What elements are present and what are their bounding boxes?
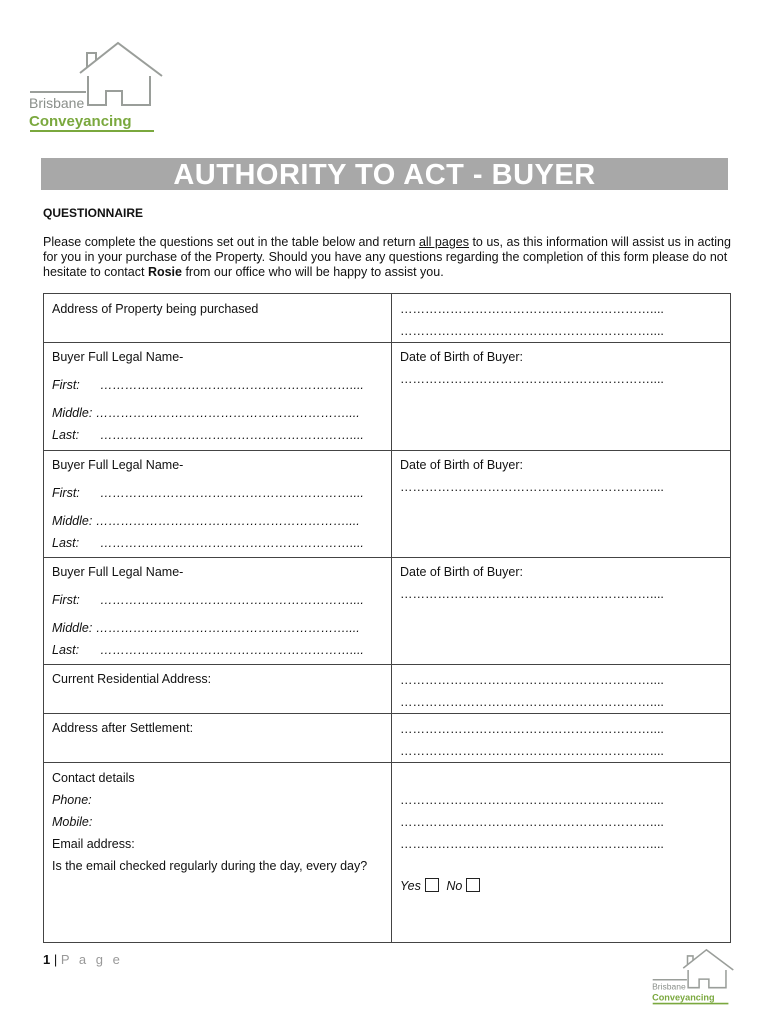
buyer-2-last-field[interactable]: Last: …………………………………………………….... bbox=[52, 536, 364, 550]
footer-brand-line-1: Brisbane bbox=[652, 981, 686, 992]
buyer-1-middle-field[interactable]: Middle: …………………………………………………….... bbox=[52, 406, 360, 420]
buyer-2-label: Buyer Full Legal Name- bbox=[52, 458, 184, 472]
settlement-address-line-1[interactable]: …………………………………………………….... bbox=[400, 722, 664, 736]
email-field[interactable]: …………………………………………………….... bbox=[400, 837, 664, 851]
property-address-label: Address of Property being purchased bbox=[52, 302, 259, 316]
page-footer bbox=[43, 952, 123, 967]
residential-address-line-1[interactable]: …………………………………………………….... bbox=[400, 673, 664, 687]
page-title-banner: AUTHORITY TO ACT - BUYER bbox=[41, 158, 728, 190]
buyer-1-label: Buyer Full Legal Name- bbox=[52, 350, 184, 364]
no-label: No bbox=[446, 879, 463, 893]
row-buyer-3 bbox=[44, 558, 731, 665]
buyer-2-dob-field[interactable]: …………………………………………………….... bbox=[400, 480, 664, 494]
phone-label: Phone: bbox=[52, 793, 92, 807]
buyer-3-dob-label: Date of Birth of Buyer: bbox=[400, 565, 523, 579]
buyer-1-last-field[interactable]: Last: …………………………………………………….... bbox=[52, 428, 364, 442]
buyer-2-dob-label: Date of Birth of Buyer: bbox=[400, 458, 523, 472]
buyer-2-middle-field[interactable]: Middle: …………………………………………………….... bbox=[52, 514, 360, 528]
buyer-3-label: Buyer Full Legal Name- bbox=[52, 565, 184, 579]
section-heading: QUESTIONNAIRE bbox=[43, 206, 144, 220]
settlement-address-label: Address after Settlement: bbox=[52, 721, 194, 735]
contact-person: Rosie bbox=[147, 265, 182, 279]
residential-address-line-2[interactable]: …………………………………………………….... bbox=[400, 695, 664, 709]
yes-label: Yes bbox=[400, 879, 421, 893]
buyer-3-dob-field[interactable]: …………………………………………………….... bbox=[400, 587, 664, 601]
buyer-3-first-field[interactable]: First: …………………………………………………….... bbox=[52, 593, 364, 607]
buyer-2-first-field[interactable]: First: …………………………………………………….... bbox=[52, 486, 364, 500]
row-buyer-2 bbox=[44, 451, 731, 558]
settlement-address-line-2[interactable]: …………………………………………………….... bbox=[400, 744, 664, 758]
residential-address-label: Current Residential Address: bbox=[52, 672, 212, 686]
buyer-3-middle-field[interactable]: Middle: …………………………………………………….... bbox=[52, 621, 360, 635]
row-buyer-1 bbox=[44, 343, 731, 451]
property-address-line-2[interactable]: …………………………………………………….... bbox=[400, 324, 664, 338]
email-label: Email address: bbox=[52, 837, 135, 851]
email-checked-options bbox=[400, 875, 722, 897]
brand-line-1: Brisbane bbox=[29, 95, 85, 111]
contact-details-label: Contact details bbox=[52, 771, 135, 785]
buyer-1-dob-label: Date of Birth of Buyer: bbox=[400, 350, 523, 364]
mobile-label: Mobile: bbox=[52, 815, 93, 829]
buyer-1-first-field[interactable]: First: …………………………………………………….... bbox=[52, 378, 364, 392]
brand-line-2: Conveyancing bbox=[29, 113, 132, 130]
all-pages-emphasis: all pages bbox=[418, 235, 469, 249]
buyer-3-last-field[interactable]: Last: …………………………………………………….... bbox=[52, 643, 364, 657]
yes-checkbox[interactable] bbox=[425, 878, 439, 892]
mobile-field[interactable]: …………………………………………………….... bbox=[400, 815, 664, 829]
row-settlement-address bbox=[44, 714, 731, 763]
buyer-1-dob-field[interactable]: …………………………………………………….... bbox=[400, 372, 664, 386]
email-checked-question: Is the email checked regularly during the day, every day? bbox=[52, 859, 368, 873]
brisbane-conveyancing-footer-logo bbox=[650, 948, 736, 1006]
footer-separator: | bbox=[50, 952, 61, 967]
questionnaire-table bbox=[43, 293, 731, 943]
row-contact-details bbox=[44, 763, 731, 943]
brisbane-conveyancing-logo bbox=[26, 40, 166, 135]
row-property-address bbox=[44, 294, 731, 343]
page-word: P a g e bbox=[60, 952, 123, 967]
phone-field[interactable]: …………………………………………………….... bbox=[400, 793, 664, 807]
footer-brand-line-2: Conveyancing bbox=[652, 992, 715, 1003]
intro-paragraph: Please complete the questions set out in the table below and return all pages to us, as this information will assist us in acting for you in your purchase of the Property. Should you have any questions regarding the completion of this form please do not hesitate to contact Rosie from our office who will be happy to assist you. bbox=[43, 235, 731, 279]
no-checkbox[interactable] bbox=[466, 878, 480, 892]
row-residential-address bbox=[44, 665, 731, 714]
page-number: 1 bbox=[43, 952, 51, 967]
property-address-line-1[interactable]: …………………………………………………….... bbox=[400, 302, 664, 316]
